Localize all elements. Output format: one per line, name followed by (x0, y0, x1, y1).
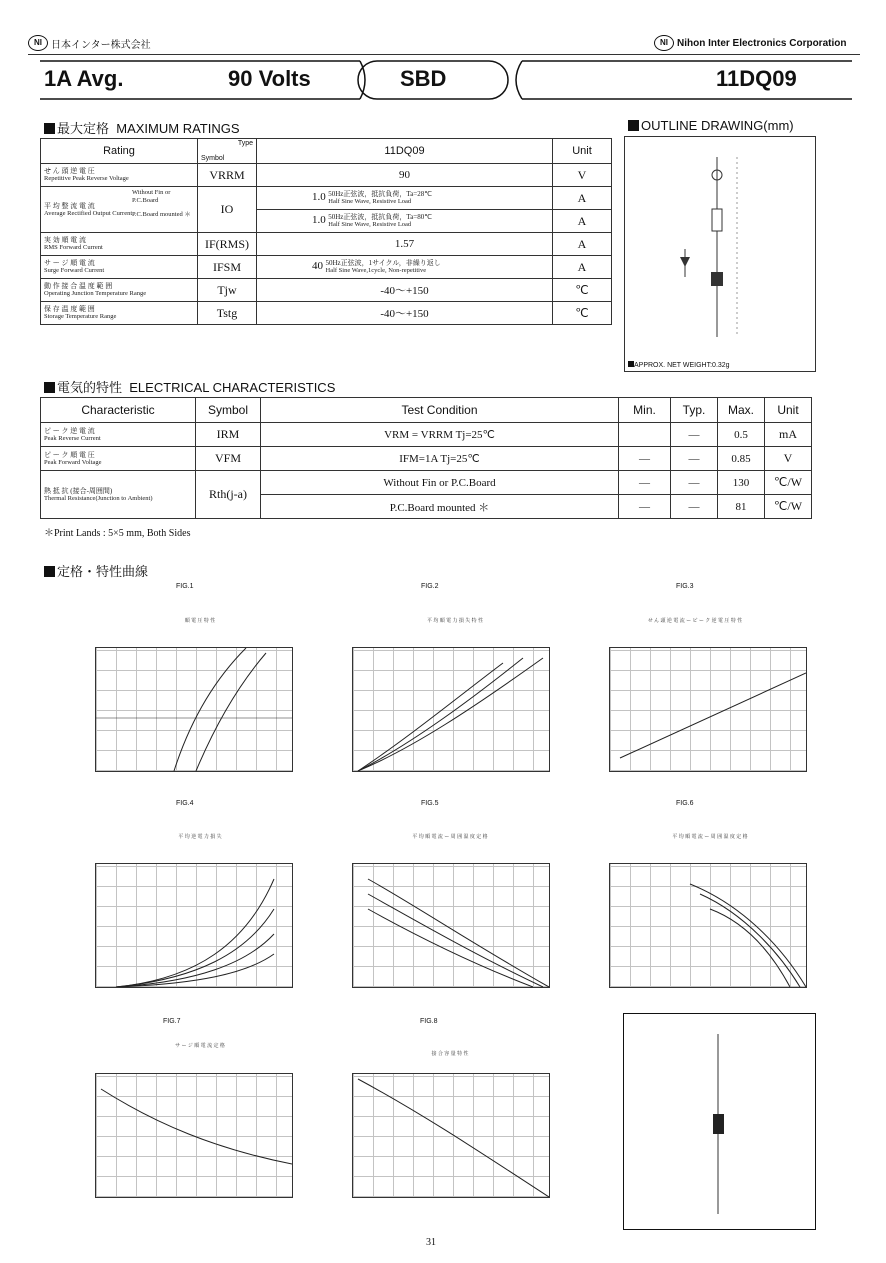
fig-label: FIG.2 (421, 583, 439, 590)
col-typ: Typ. (671, 398, 718, 423)
fig-label: FIG.7 (163, 1018, 181, 1025)
header-left (28, 34, 151, 52)
fig4-curves (96, 864, 292, 987)
chart-title: 平 均 順 電 流 ー 周 囲 温 度 定 格 (672, 834, 748, 840)
table-row: 実 効 順 電 流 RMS Forward Current IF(RMS) 1.57 A (41, 233, 612, 256)
col-max: Max. (718, 398, 765, 423)
col-symbol: Symbol (196, 398, 261, 423)
table-row: せ ん 頭 逆 電 圧 Repetitive Peak Reverse Voltage VRRM 90 V (41, 164, 612, 187)
chart-title: 順 電 圧 特 性 (184, 618, 216, 624)
fig2-curves (353, 648, 549, 771)
heading-ja: 最大定格 (57, 121, 110, 136)
header-right (654, 34, 846, 52)
heading-square-icon (44, 566, 55, 577)
fig-label: FIG.4 (176, 800, 194, 807)
table-row: ピ ー ク 順 電 圧 Peak Forward Voltage VFM IFM=1A Tj=25℃ — — 0.85 V (41, 447, 812, 471)
table-row: 平 均 整 流 電 流 Average Rectified Output Current Without Fin or P.C.Board P.C.Board mounted ＊ IO 1.0 50Hz正弦波，抵抗負荷，Ta=28℃ Half Sine Wave, Resistive Load A (41, 187, 612, 210)
heading-square-icon (44, 123, 55, 134)
fig1-chart (95, 647, 293, 772)
heading-square-icon (628, 120, 639, 131)
fig6-chart (609, 863, 807, 988)
outline-heading: OUTLINE DRAWING(mm) (628, 118, 794, 133)
diode-outline-icon (625, 137, 815, 371)
fig8-curves (353, 1074, 549, 1197)
diode-photo (623, 1013, 816, 1230)
footnote: ＊Print Lands : 5×5 mm, Both Sides (44, 528, 191, 539)
fig2-chart (352, 647, 550, 772)
banner-voltage: 90 Volts (228, 66, 311, 91)
col-unit: Unit (765, 398, 812, 423)
fig7-curves (96, 1074, 292, 1197)
fig-label: FIG.3 (676, 583, 694, 590)
heading-square-icon (44, 382, 55, 393)
fig3-curves (610, 648, 806, 771)
chart-title: サ ー ジ 順 電 流 定 格 (175, 1043, 225, 1049)
outline-weight: APPROX. NET WEIGHT:0.32g (628, 361, 730, 369)
curves-heading: 定格・特性曲線 (44, 561, 148, 580)
table-row: ピ ー ク 逆 電 流 Peak Reverse Current IRM VRM = VRRM Tj=25℃ — 0.5 mA (41, 423, 812, 447)
fig6-curves (610, 864, 806, 987)
fig-label: FIG.8 (420, 1018, 438, 1025)
col-part: 11DQ09 (257, 139, 553, 164)
table-row: 1.0 50Hz正弦波，抵抗負荷，Ta=80℃ Half Sine Wave, Resistive Load A (41, 210, 612, 233)
fig5-chart (352, 863, 550, 988)
max-ratings-heading (44, 118, 240, 137)
table-row: 熱 抵 抗 (接合-周囲間) Thermal Resistance(Junction to Ambient) Rth(j-a) Without Fin or P.C.Board — — 130 ℃/W (41, 471, 812, 495)
fig3-chart (609, 647, 807, 772)
chart-title: 平 均 順 電 流 ー 周 囲 温 度 定 格 (412, 834, 488, 840)
heading-ja: 電気的特性 (57, 380, 123, 395)
fig-label: FIG.6 (676, 800, 694, 807)
fig-label: FIG.1 (176, 583, 194, 590)
col-rating: Rating (41, 139, 198, 164)
max-ratings-table (40, 138, 612, 325)
table-row: 保 存 温 度 範 囲 Storage Temperature Range Tstg -40～+150 ℃ (41, 302, 612, 325)
table-row: P.C.Board mounted ＊ — — 81 ℃/W (41, 495, 812, 519)
fig5-curves (353, 864, 549, 987)
company-name-ja: 日本インター株式会社 (51, 39, 151, 51)
col-unit: Unit (553, 139, 612, 164)
col-condition: Test Condition (261, 398, 619, 423)
table-row: 動 作 接 合 温 度 範 囲 Operating Junction Temperature Range Tjw -40～+150 ℃ (41, 279, 612, 302)
banner-current: 1A Avg. (44, 66, 124, 91)
company-name-en: Nihon Inter Electronics Corporation (677, 37, 847, 49)
heading-en: ELECTRICAL CHARACTERISTICS (129, 380, 336, 395)
company-logo-icon: NI (654, 35, 674, 51)
product-banner (40, 60, 852, 100)
diode-icon (624, 1014, 815, 1229)
banner-type: SBD (400, 66, 447, 91)
fig4-chart (95, 863, 293, 988)
chart-title: 平 均 逆 電 力 損 失 (178, 834, 222, 840)
col-symbol: Type Symbol (198, 139, 257, 164)
chart-title: 平 均 順 電 力 損 失 特 性 (426, 618, 484, 624)
heading-en: MAXIMUM RATINGS (116, 121, 240, 136)
header-rule (28, 54, 860, 55)
outline-drawing (624, 136, 816, 372)
table-row: サ ー ジ 順 電 流 Surge Forward Current IFSM 40 50Hz正弦波，1サイクル，非繰り返し Half Sine Wave,1cycle, Non-repetitive A (41, 256, 612, 279)
fig8-chart (352, 1073, 550, 1198)
fig1-curves (96, 648, 292, 771)
col-characteristic: Characteristic (41, 398, 196, 423)
company-logo-icon: NI (28, 35, 48, 51)
col-min: Min. (619, 398, 671, 423)
chart-title: せ ん 頭 逆 電 流 ー ピ ー ク 逆 電 圧 特 性 (647, 618, 743, 624)
chart-title: 接 合 容 量 特 性 (431, 1051, 469, 1057)
page-number: 31 (426, 1237, 436, 1248)
fig-label: FIG.5 (421, 800, 439, 807)
fig7-chart (95, 1073, 293, 1198)
electrical-heading (44, 377, 335, 396)
electrical-table (40, 397, 812, 519)
banner-part: 11DQ09 (716, 66, 797, 91)
